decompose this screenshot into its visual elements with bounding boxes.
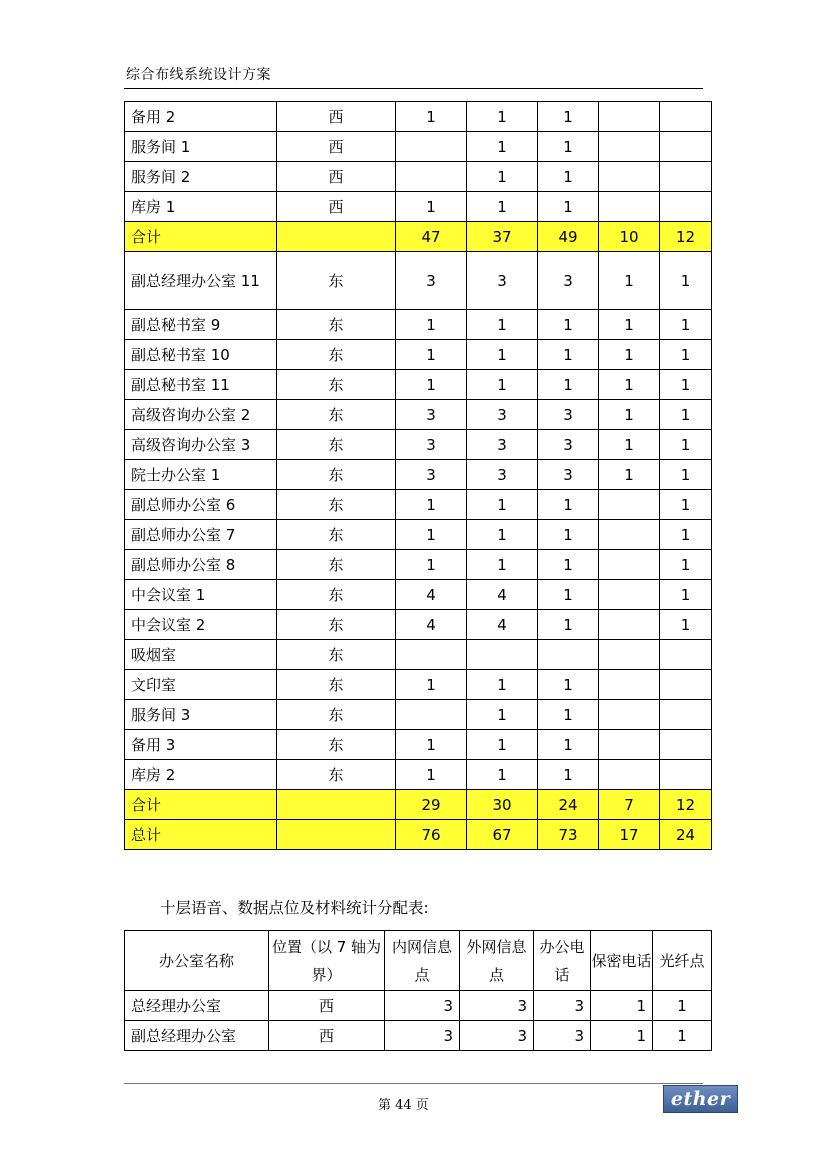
count-cell: 3 (460, 991, 534, 1021)
table-row (125, 252, 712, 310)
count-cell (660, 162, 712, 192)
count-cell: 4 (467, 580, 538, 610)
count-cell: 1 (396, 310, 467, 340)
count-cell: 1 (660, 400, 712, 430)
count-cell: 1 (396, 730, 467, 760)
total-row (125, 820, 712, 850)
position-cell: 东 (277, 430, 396, 460)
count-cell (599, 102, 660, 132)
count-cell: 1 (660, 580, 712, 610)
count-cell: 1 (467, 192, 538, 222)
count-cell (599, 550, 660, 580)
count-cell: 47 (396, 222, 467, 252)
position-cell (277, 222, 396, 252)
footer-divider (124, 1083, 703, 1084)
count-cell: 1 (653, 991, 712, 1021)
room-name-cell: 副总秘书室 10 (125, 340, 277, 370)
count-cell: 1 (538, 520, 599, 550)
count-cell: 1 (599, 430, 660, 460)
table-row (125, 700, 712, 730)
count-cell: 1 (599, 252, 660, 310)
count-cell: 1 (538, 132, 599, 162)
count-cell: 1 (660, 460, 712, 490)
header-extranet: 外网信息点 (460, 931, 534, 991)
position-cell: 东 (277, 550, 396, 580)
count-cell (599, 730, 660, 760)
count-cell: 1 (660, 252, 712, 310)
count-cell (599, 162, 660, 192)
table-row (125, 670, 712, 700)
header-position: 位置（以 7 轴为界） (269, 931, 385, 991)
count-cell: 37 (467, 222, 538, 252)
count-cell: 3 (396, 460, 467, 490)
count-cell: 4 (396, 580, 467, 610)
count-cell: 1 (660, 340, 712, 370)
table-row (125, 460, 712, 490)
count-cell: 1 (660, 520, 712, 550)
count-cell (660, 700, 712, 730)
position-cell (277, 790, 396, 820)
room-name-cell: 副总经理办公室 11 (125, 252, 277, 310)
room-name-cell: 高级咨询办公室 3 (125, 430, 277, 460)
count-cell: 3 (385, 991, 460, 1021)
header-fiber: 光纤点 (653, 931, 712, 991)
header-divider (124, 88, 703, 89)
count-cell: 1 (599, 310, 660, 340)
count-cell: 1 (538, 162, 599, 192)
count-cell: 3 (467, 460, 538, 490)
count-cell: 1 (396, 102, 467, 132)
table-row (125, 610, 712, 640)
count-cell: 67 (467, 820, 538, 850)
count-cell: 10 (599, 222, 660, 252)
room-name-cell: 中会议室 2 (125, 610, 277, 640)
count-cell (396, 640, 467, 670)
count-cell: 1 (467, 490, 538, 520)
room-name-cell: 高级咨询办公室 2 (125, 400, 277, 430)
room-name-cell: 服务间 2 (125, 162, 277, 192)
table-row (125, 550, 712, 580)
count-cell: 1 (538, 670, 599, 700)
count-cell: 49 (538, 222, 599, 252)
count-cell: 3 (467, 430, 538, 460)
count-cell (660, 730, 712, 760)
position-cell: 西 (277, 102, 396, 132)
room-name-cell: 院士办公室 1 (125, 460, 277, 490)
table-row (125, 520, 712, 550)
count-cell: 1 (467, 670, 538, 700)
count-cell: 3 (538, 460, 599, 490)
count-cell: 1 (538, 192, 599, 222)
table-row (125, 102, 712, 132)
count-cell: 1 (538, 310, 599, 340)
count-cell: 1 (396, 370, 467, 400)
table-row (125, 192, 712, 222)
count-cell: 1 (396, 670, 467, 700)
count-cell: 3 (534, 991, 591, 1021)
position-cell: 东 (277, 640, 396, 670)
count-cell: 1 (467, 700, 538, 730)
room-name-cell: 库房 1 (125, 192, 277, 222)
count-cell: 3 (396, 400, 467, 430)
count-cell: 1 (599, 370, 660, 400)
table-row (125, 640, 712, 670)
room-name-cell: 副总秘书室 9 (125, 310, 277, 340)
count-cell: 30 (467, 790, 538, 820)
position-cell: 东 (277, 610, 396, 640)
count-cell (599, 132, 660, 162)
count-cell: 29 (396, 790, 467, 820)
count-cell (396, 132, 467, 162)
tenth-floor-table (124, 930, 712, 1051)
count-cell: 3 (534, 1021, 591, 1051)
count-cell (599, 700, 660, 730)
room-name-cell: 副总师办公室 7 (125, 520, 277, 550)
header-secure-phone: 保密电话 (591, 931, 653, 991)
position-cell: 西 (277, 192, 396, 222)
count-cell: 1 (538, 490, 599, 520)
count-cell: 4 (396, 610, 467, 640)
room-name-cell: 副总经理办公室 (125, 1021, 269, 1051)
table-row (125, 1021, 712, 1051)
position-cell: 东 (277, 670, 396, 700)
count-cell: 1 (660, 550, 712, 580)
count-cell: 3 (538, 252, 599, 310)
count-cell: 1 (653, 1021, 712, 1051)
count-cell: 1 (396, 490, 467, 520)
table-row (125, 400, 712, 430)
room-name-cell: 备用 2 (125, 102, 277, 132)
table-row (125, 430, 712, 460)
count-cell: 1 (467, 520, 538, 550)
count-cell: 1 (538, 760, 599, 790)
count-cell: 1 (467, 162, 538, 192)
count-cell: 24 (660, 820, 712, 850)
count-cell (660, 640, 712, 670)
count-cell: 76 (396, 820, 467, 850)
count-cell (660, 132, 712, 162)
table-row (125, 132, 712, 162)
count-cell: 1 (467, 550, 538, 580)
count-cell: 3 (396, 252, 467, 310)
count-cell: 1 (467, 760, 538, 790)
count-cell (660, 760, 712, 790)
header-intranet: 内网信息点 (385, 931, 460, 991)
room-name-cell: 副总师办公室 6 (125, 490, 277, 520)
count-cell: 1 (538, 610, 599, 640)
position-cell: 东 (277, 730, 396, 760)
count-cell: 1 (538, 580, 599, 610)
count-cell: 1 (396, 520, 467, 550)
count-cell (660, 102, 712, 132)
count-cell: 1 (599, 340, 660, 370)
count-cell: 1 (660, 370, 712, 400)
count-cell: 24 (538, 790, 599, 820)
position-cell: 东 (277, 310, 396, 340)
count-cell: 1 (467, 340, 538, 370)
count-cell: 1 (396, 550, 467, 580)
count-cell: 1 (660, 310, 712, 340)
position-cell: 西 (277, 162, 396, 192)
count-cell (660, 192, 712, 222)
count-cell (599, 520, 660, 550)
room-name-cell: 服务间 3 (125, 700, 277, 730)
position-cell: 东 (277, 460, 396, 490)
count-cell: 1 (396, 192, 467, 222)
count-cell (467, 640, 538, 670)
table-row (125, 730, 712, 760)
count-cell: 3 (467, 252, 538, 310)
count-cell: 1 (467, 730, 538, 760)
count-cell: 1 (660, 610, 712, 640)
position-cell: 东 (277, 370, 396, 400)
table-row (125, 760, 712, 790)
count-cell: 3 (396, 430, 467, 460)
count-cell: 1 (467, 310, 538, 340)
position-cell: 东 (277, 760, 396, 790)
position-cell: 东 (277, 340, 396, 370)
room-name-cell: 服务间 1 (125, 132, 277, 162)
count-cell (599, 760, 660, 790)
count-cell (599, 580, 660, 610)
position-cell: 东 (277, 580, 396, 610)
room-name-cell: 库房 2 (125, 760, 277, 790)
count-cell: 17 (599, 820, 660, 850)
position-cell (277, 820, 396, 850)
table-row (125, 310, 712, 340)
table-row (125, 340, 712, 370)
position-cell: 西 (269, 1021, 385, 1051)
count-cell: 1 (538, 550, 599, 580)
table-row (125, 162, 712, 192)
count-cell: 3 (538, 400, 599, 430)
page-number: 第 44 页 (378, 1098, 429, 1113)
count-cell: 1 (396, 760, 467, 790)
count-cell: 7 (599, 790, 660, 820)
count-cell: 1 (538, 730, 599, 760)
count-cell: 3 (467, 400, 538, 430)
count-cell (599, 640, 660, 670)
header-office-name: 办公室名称 (125, 931, 269, 991)
count-cell (599, 670, 660, 700)
room-name-cell: 中会议室 1 (125, 580, 277, 610)
table-header-row (125, 931, 712, 991)
position-cell: 东 (277, 490, 396, 520)
count-cell: 1 (660, 430, 712, 460)
position-cell: 东 (277, 520, 396, 550)
count-cell: 1 (467, 132, 538, 162)
count-cell: 3 (385, 1021, 460, 1051)
count-cell: 12 (660, 222, 712, 252)
count-cell: 3 (460, 1021, 534, 1051)
count-cell: 1 (538, 370, 599, 400)
count-cell (538, 640, 599, 670)
room-name-cell: 总计 (125, 820, 277, 850)
table-row (125, 370, 712, 400)
count-cell: 1 (599, 400, 660, 430)
table-caption: 十层语音、数据点位及材料统计分配表: (160, 899, 429, 917)
position-cell: 西 (277, 132, 396, 162)
count-cell: 1 (396, 340, 467, 370)
count-cell (660, 670, 712, 700)
count-cell: 12 (660, 790, 712, 820)
count-cell: 1 (467, 102, 538, 132)
count-cell: 1 (538, 340, 599, 370)
count-cell (396, 700, 467, 730)
total-row (125, 790, 712, 820)
room-name-cell: 备用 3 (125, 730, 277, 760)
room-name-cell: 副总师办公室 8 (125, 550, 277, 580)
ether-logo: ether (663, 1085, 738, 1113)
count-cell: 1 (660, 490, 712, 520)
room-name-cell: 合计 (125, 222, 277, 252)
count-cell (599, 610, 660, 640)
position-cell: 东 (277, 252, 396, 310)
count-cell: 4 (467, 610, 538, 640)
header-office-phone: 办公电话 (534, 931, 591, 991)
room-name-cell: 总经理办公室 (125, 991, 269, 1021)
room-name-cell: 吸烟室 (125, 640, 277, 670)
count-cell: 1 (538, 102, 599, 132)
position-cell: 西 (269, 991, 385, 1021)
room-points-table (124, 101, 712, 850)
room-name-cell: 副总秘书室 11 (125, 370, 277, 400)
count-cell: 3 (538, 430, 599, 460)
count-cell: 1 (467, 370, 538, 400)
table-row (125, 580, 712, 610)
count-cell: 1 (591, 991, 653, 1021)
room-name-cell: 合计 (125, 790, 277, 820)
position-cell: 东 (277, 700, 396, 730)
count-cell: 73 (538, 820, 599, 850)
count-cell (599, 192, 660, 222)
count-cell: 1 (591, 1021, 653, 1051)
document-header-title: 综合布线系统设计方案 (126, 67, 271, 83)
count-cell (599, 490, 660, 520)
count-cell: 1 (538, 700, 599, 730)
table-row (125, 991, 712, 1021)
position-cell: 东 (277, 400, 396, 430)
count-cell: 1 (599, 460, 660, 490)
total-row (125, 222, 712, 252)
room-name-cell: 文印室 (125, 670, 277, 700)
table-row (125, 490, 712, 520)
count-cell (396, 162, 467, 192)
